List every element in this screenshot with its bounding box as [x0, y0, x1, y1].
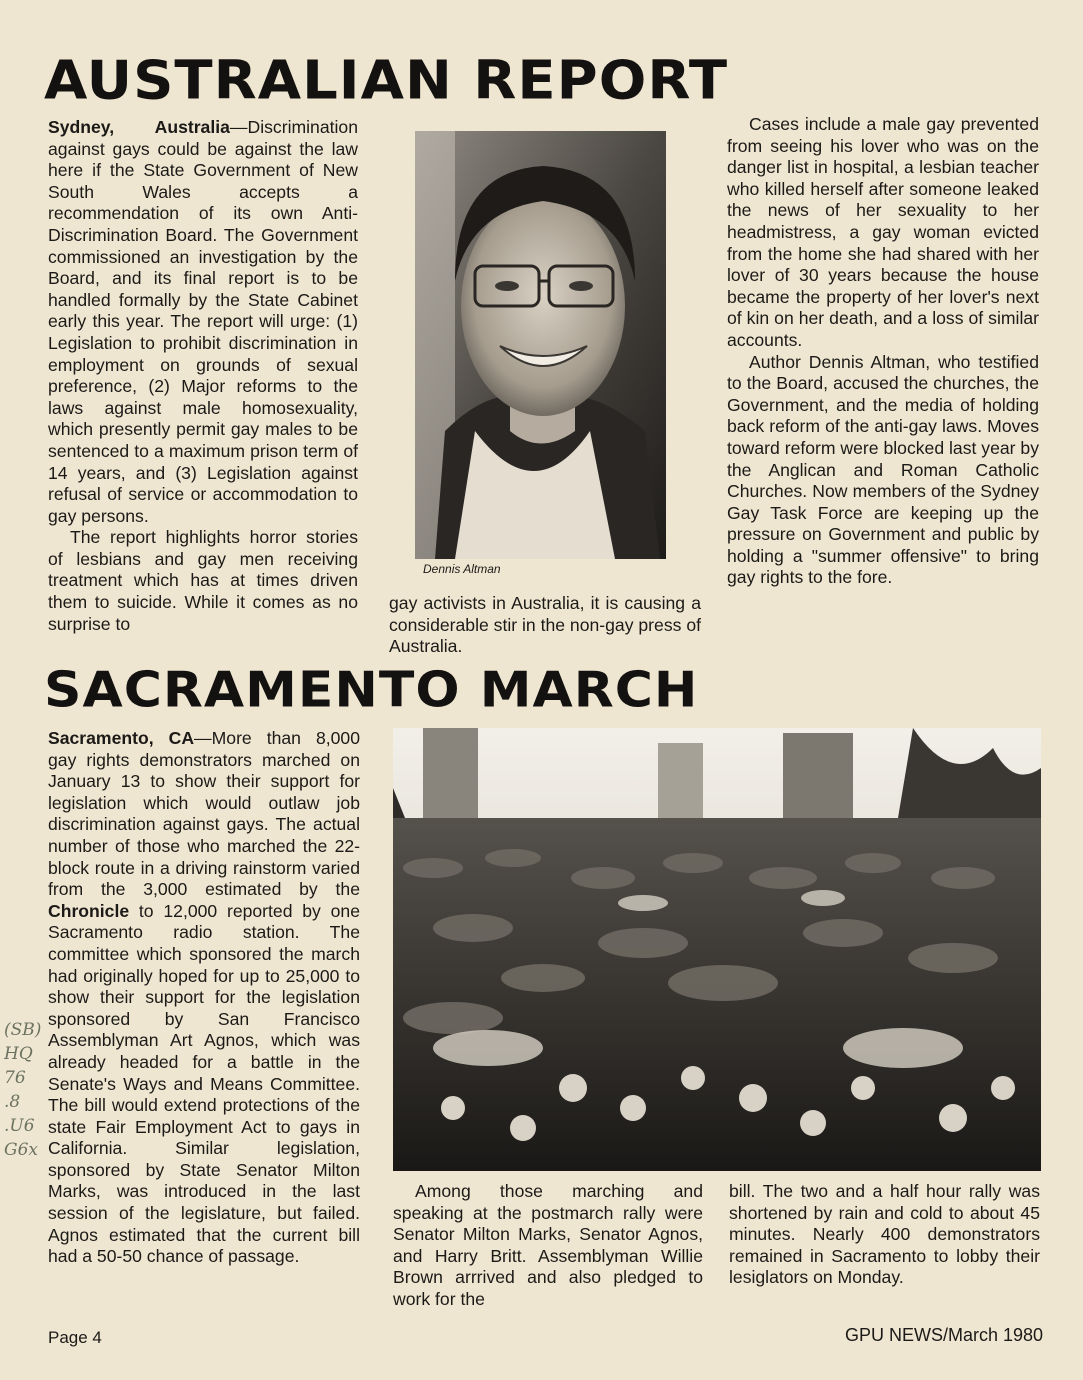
dateline-sydney: Sydney, Australia [48, 117, 230, 137]
australian-report-column-1 [48, 117, 358, 657]
australian-report-headline: AUSTRALIAN REPORT [44, 50, 729, 112]
photo-caption: Dennis Altman [423, 562, 501, 576]
paragraph-text: —Discrimination against gays could be against the law here if the State Government of New South Wales accepts a recommendation of its own Anti-Discrimination Board. The Government commissioned an investigation by the Board, and its final report is to be handled formally by the State Cabinet early this year. The report will urge: (1) Legislation to prohibit discrimination in employment on grounds of sexual preference, (2) Major reforms to the laws against male homosexuality, which presently permit gay males to be sentenced to a maximum prison term of 14 years, and (3) Legislation against refusal of service or accommodation to gay persons. [48, 117, 358, 526]
margin-note-line: .U6 [4, 1116, 35, 1136]
australian-report-column-2 [389, 593, 701, 658]
article-paragraph [48, 728, 360, 1268]
article-paragraph: Cases include a male gay prevented from seeing his lover who was on the danger list in hospital, a lesbian teacher who killed herself after someone leaked the news of her sexuality to her headmistress, a gay woman evicted from the home she had shared with her lover of 30 years because the house became the property of her lover's next of kin on her death, and a loss of similar accounts. [727, 114, 1039, 350]
article-paragraph: Among those marching and speaking at the postmarch rally were Senator Milton Marks, Senator Agnos, and Harry Britt. Assemblyman Willie Brown arrrived and also pledged to work for the [393, 1181, 703, 1309]
article-paragraph [48, 117, 358, 527]
sacramento-march-column-3 [729, 1181, 1040, 1289]
australian-report-column-3 [727, 114, 1039, 589]
article-paragraph: gay activists in Australia, it is causing a considerable stir in the non-gay press of Australia. [389, 593, 701, 657]
portrait-image [415, 131, 666, 559]
dateline-sacramento: Sacramento, CA [48, 728, 195, 748]
article-paragraph: The report highlights horror stories of lesbians and gay men receiving treatment which has at times driven them to suicide. While it comes as no surprise to [48, 527, 358, 634]
sacramento-march-column-2 [393, 1181, 703, 1311]
margin-note-line: 76 [4, 1068, 26, 1088]
handwritten-margin-note [4, 1018, 44, 1162]
margin-note-line: (SB) [4, 1020, 42, 1040]
margin-note-line: HQ [4, 1044, 33, 1064]
sacramento-march-headline: SACRAMENTO MARCH [44, 662, 699, 719]
paragraph-text: to 12,000 reported by one Sacramento radio station. The committee which sponsored the march had originally hoped for up to 25,000 to show their support for the legislation sponsored by San Francisco Assemblyman Art Agnos, which was already headed for a battle in the Senate's Ways and Means Committee. The bill would extend protections of the state Fair Employment Act to gays in California. Similar legislation, sponsored by State Senator Milton Marks, was introduced in the last session of the legislature, but failed. Agnos estimated that the current bill had a 50-50 chance of passage. [48, 900, 360, 1267]
margin-note-line: G6x [4, 1140, 38, 1160]
article-paragraph: Author Dennis Altman, who testified to the Board, accused the churches, the Government, and the media of holding back reform of the anti-gay laws. Moves toward reform were blocked last year by the Anglican and Roman Catholic Churches. Now members of the Sydney Gay Task Force are keeping up the pressure on Government and public by holding a "summer offensive" to bring gay rights to the fore. [727, 351, 1039, 588]
newspaper-name: Chronicle [48, 900, 130, 921]
paragraph-text: —More than 8,000 gay rights demonstrators marched on January 13 to show their support for legislation which would outlaw job discrimination against gays. The actual number of those who marched the 22-block route in a driving rainstorm varied from the 3,000 estimated by the [48, 728, 360, 900]
crowd-image [393, 728, 1041, 1171]
page-number: Page 4 [48, 1328, 102, 1347]
sacramento-march-column-1 [48, 728, 360, 1268]
dennis-altman-photo [415, 131, 666, 559]
margin-note-line: .8 [4, 1092, 21, 1112]
march-crowd-photo [393, 728, 1041, 1171]
article-paragraph: bill. The two and a half hour rally was shortened by rain and cold to about 45 minutes. Nearly 400 demonstrators remained in Sacramento to lobby their lesiglators on Monday. [729, 1181, 1040, 1288]
publication-masthead: GPU NEWS/March 1980 [844, 1325, 1043, 1345]
